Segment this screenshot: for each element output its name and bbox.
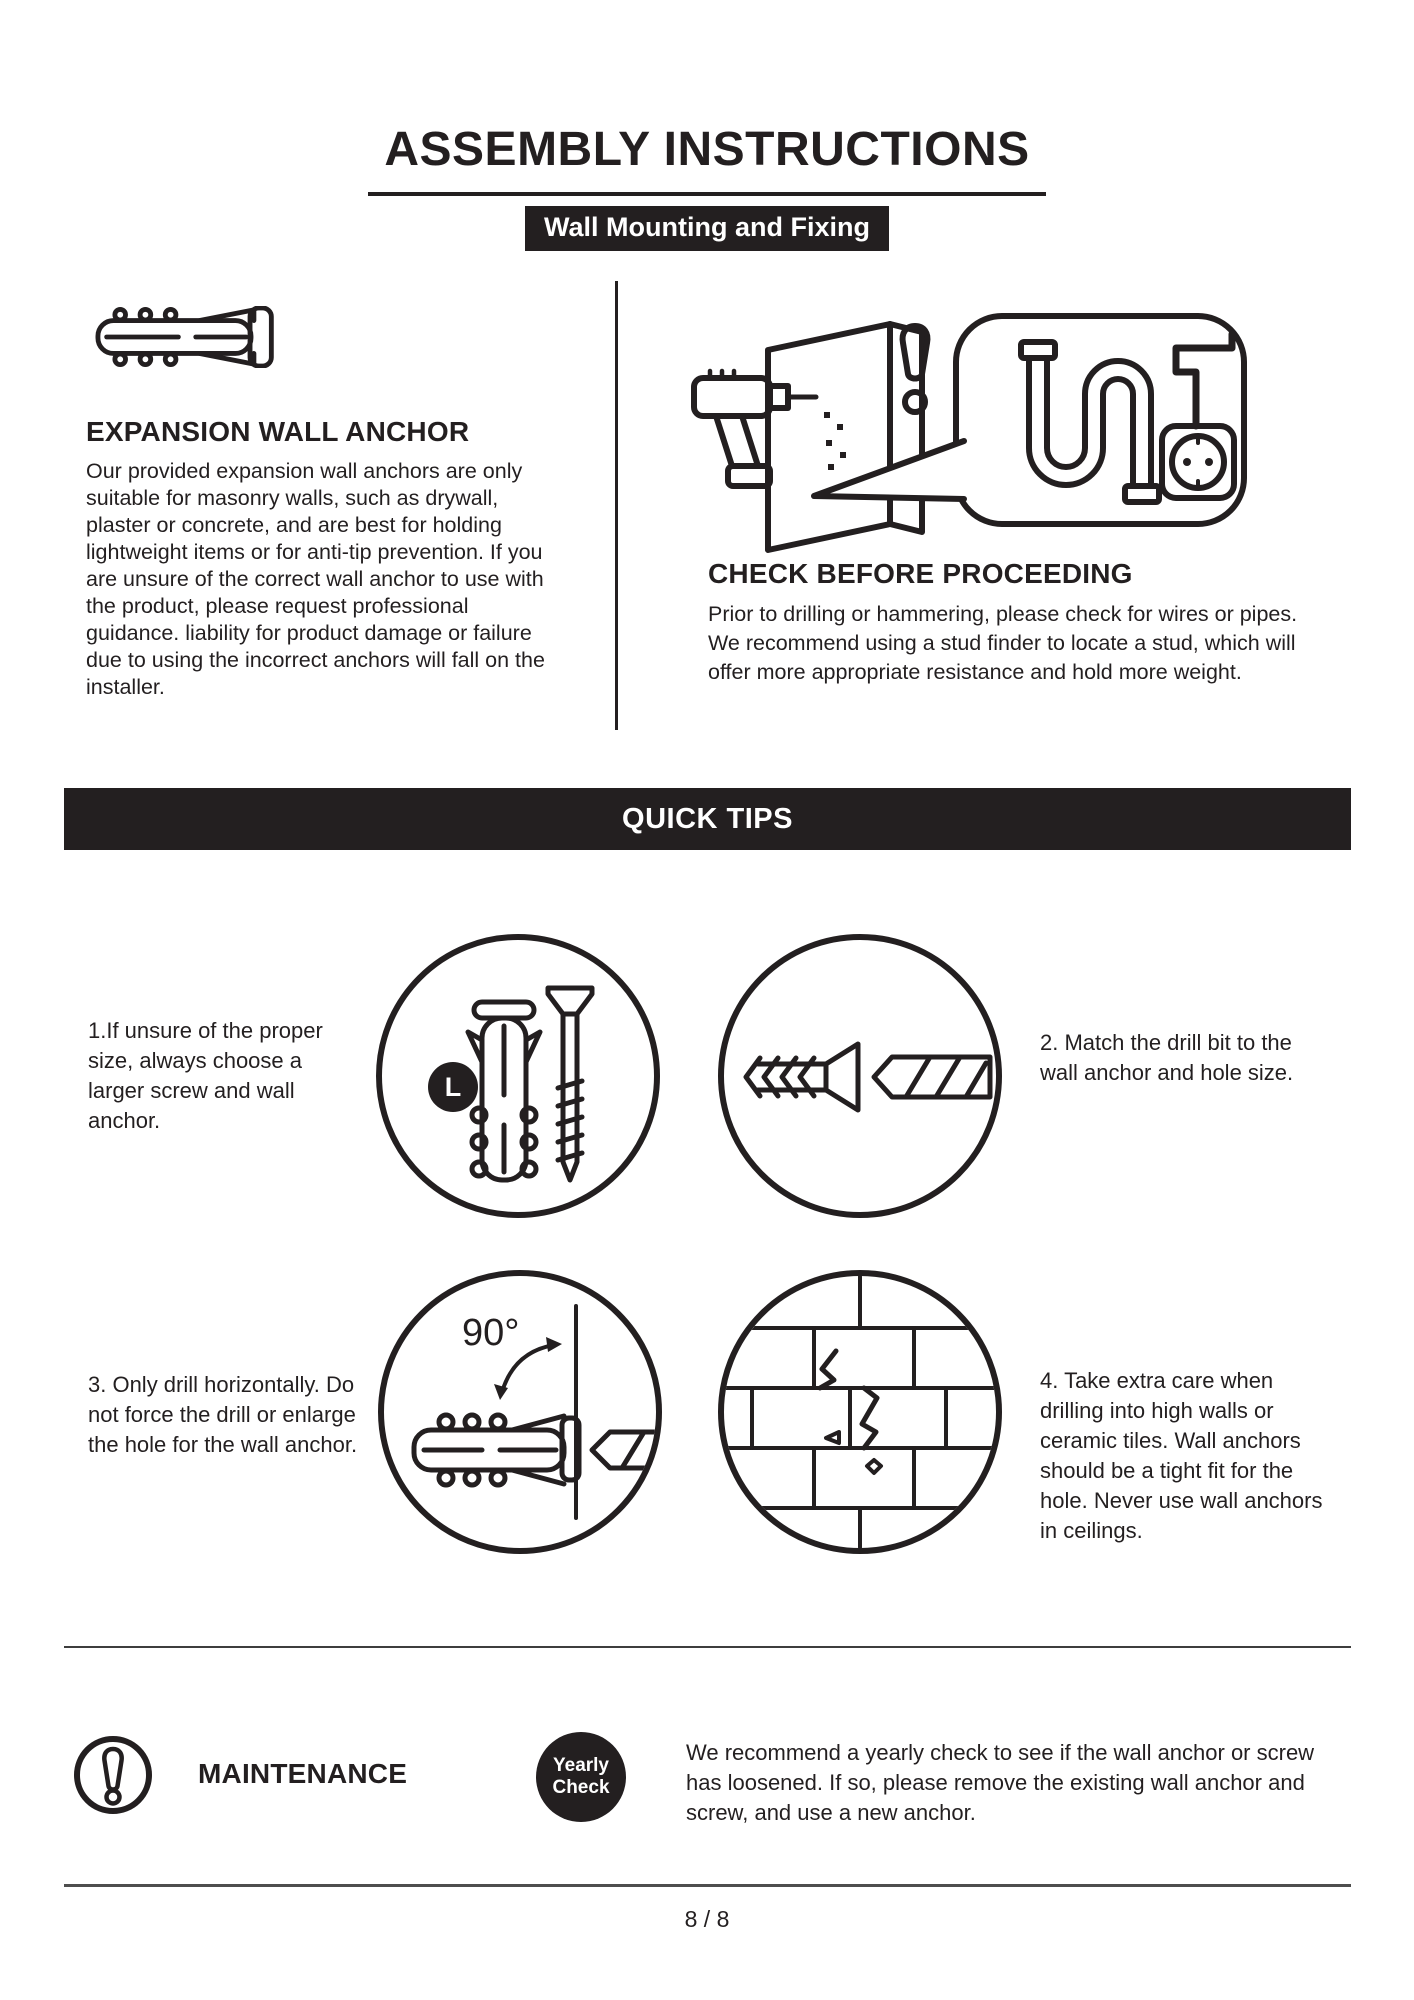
drill-icon bbox=[694, 371, 816, 486]
page-number: 8 / 8 bbox=[684, 1906, 730, 1932]
tip1-anchor-screw-illustration bbox=[372, 930, 664, 1222]
tip2-text: 2. Match the drill bit to the wall anchor and hole size. bbox=[1040, 1030, 1294, 1085]
drill-check-illustration bbox=[688, 300, 1260, 555]
tip3-drill-angle-illustration bbox=[374, 1266, 666, 1558]
angle-90-label: 90° bbox=[462, 1312, 520, 1354]
expansion-anchor-heading: EXPANSION WALL ANCHOR bbox=[86, 416, 470, 447]
header bbox=[0, 122, 1414, 196]
column-divider bbox=[615, 281, 618, 730]
pipe-icon bbox=[1021, 342, 1159, 502]
yearly-check-line1: Yearly bbox=[553, 1755, 609, 1776]
quick-tips-bar bbox=[64, 788, 1351, 850]
wall-panel-icon bbox=[768, 324, 922, 550]
maintenance-divider bbox=[64, 1646, 1351, 1648]
vertical-anchor-icon bbox=[468, 1002, 540, 1180]
wall-anchor-icon bbox=[86, 306, 292, 368]
maintenance-body: We recommend a yearly check to see if the wall anchor or screw has loosened. If so, please remove the existing wall anchor and screw, and use a new anchor. bbox=[686, 1740, 1315, 1825]
horizontal-anchor-icon bbox=[414, 1415, 579, 1485]
tip4-text: 4. Take extra care when drilling into high walls or ceramic tiles. Wall anchors should be a tight fit for the hole. Never use wall anchors in ceilings. bbox=[1040, 1368, 1323, 1543]
section-badge: Wall Mounting and Fixing bbox=[525, 206, 889, 251]
tip1-text: 1.If unsure of the proper size, always choose a larger screw and wall anchor. bbox=[88, 1018, 323, 1133]
yearly-check-line2: Check bbox=[552, 1777, 610, 1798]
alert-exclamation-icon bbox=[70, 1732, 156, 1818]
subtitle-wrap bbox=[0, 206, 1414, 251]
vertical-screw-icon bbox=[548, 988, 592, 1180]
quick-tips-heading: QUICK TIPS bbox=[622, 802, 793, 835]
expansion-anchor-body: Our provided expansion wall anchors are only suitable for masonry walls, such as drywall, plaster or concrete, and are best for holding lightweight items or for anti-tip prevention. If you are unsure of the correct wall anchor to use with the product, please request professional guidance. liability for product damage or failure due to using the incorrect anchors will fall on the installer. bbox=[86, 459, 545, 699]
yearly-check-badge bbox=[536, 1732, 626, 1822]
wire-outlet-icon bbox=[1162, 334, 1234, 498]
check-before-heading: CHECK BEFORE PROCEEDING bbox=[708, 558, 1133, 589]
drill-bit-icon bbox=[874, 1057, 990, 1097]
tip4-brick-wall-illustration bbox=[714, 1266, 1006, 1558]
dust-particles bbox=[824, 412, 846, 470]
tip3-text: 3. Only drill horizontally. Do not force the drill or enlarge the hole for the wall anchor. bbox=[88, 1372, 358, 1457]
horizontal-screw-icon bbox=[746, 1044, 858, 1110]
maintenance-heading: MAINTENANCE bbox=[198, 1758, 408, 1789]
footer-divider bbox=[64, 1884, 1351, 1887]
size-l-badge bbox=[428, 1062, 478, 1112]
check-before-body: Prior to drilling or hammering, please check for wires or pipes. We recommend using a stud finder to locate a stud, which will offer more appropriate resistance and hold more weight. bbox=[708, 602, 1298, 684]
size-l-label: L bbox=[444, 1071, 462, 1102]
tip2-screw-drillbit-illustration bbox=[714, 930, 1006, 1222]
page-title: ASSEMBLY INSTRUCTIONS bbox=[368, 122, 1045, 196]
